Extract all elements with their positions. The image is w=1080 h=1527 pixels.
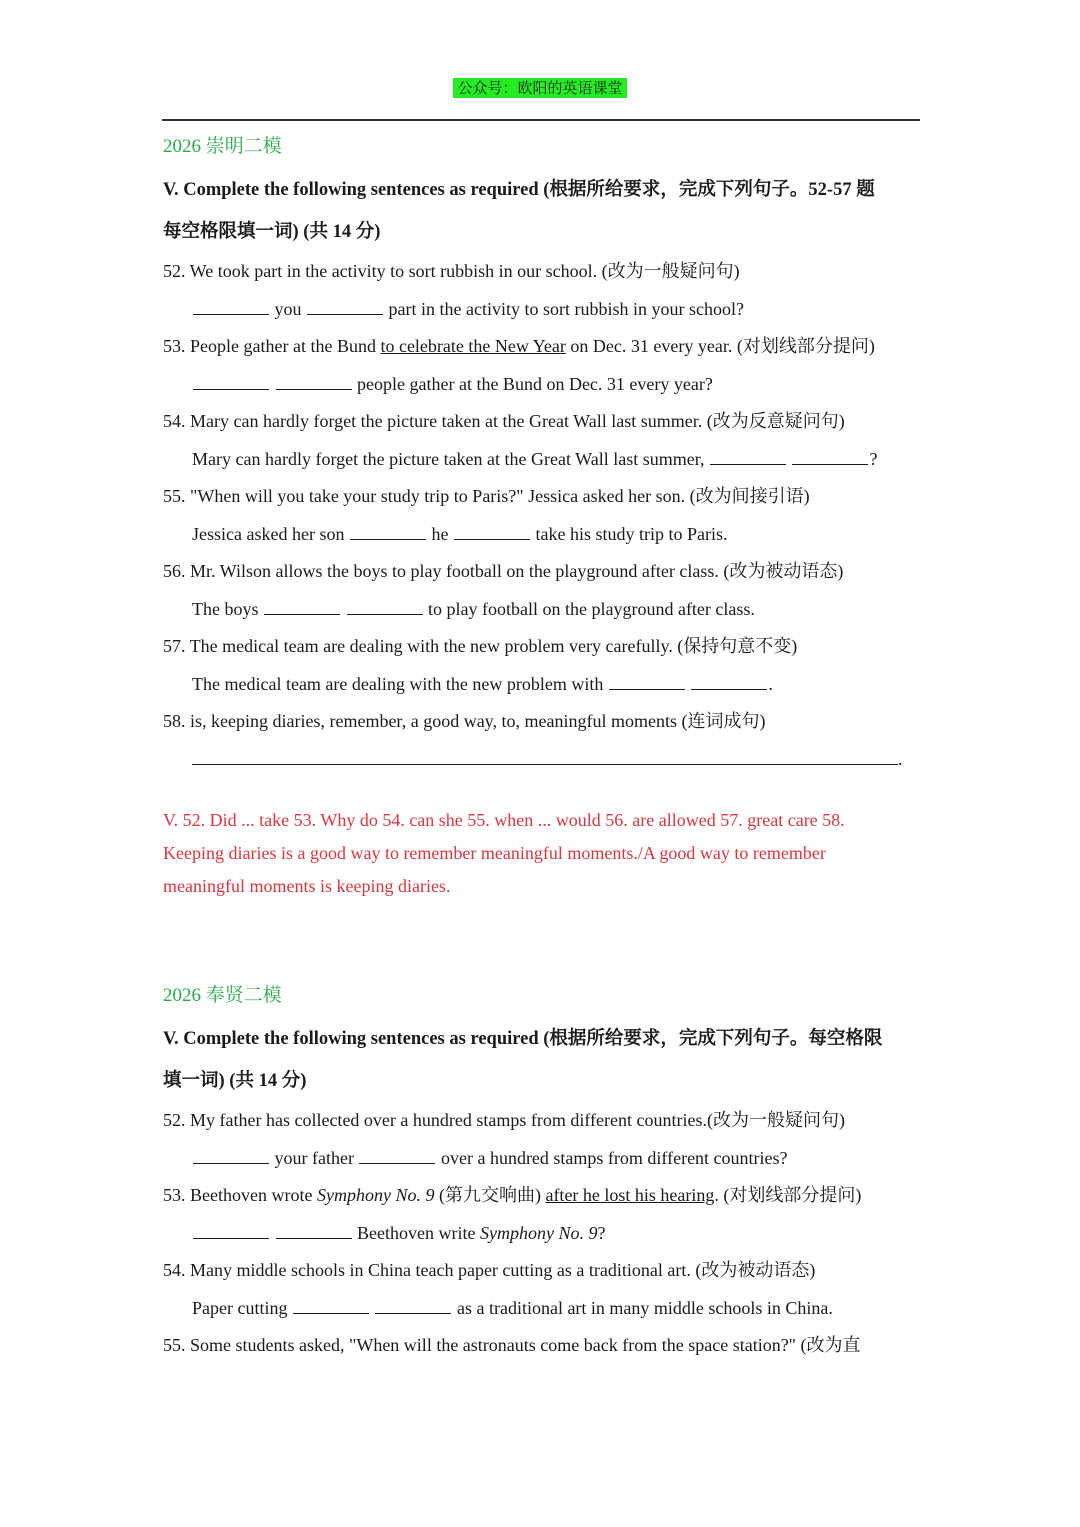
blank [691,675,767,690]
answer-line-55 [163,516,923,554]
text: . [768,673,773,694]
text: Beethoven write [357,1222,480,1243]
instruction-line-2: 每空格限填一词) (共 14 分) [163,222,381,242]
blank [193,1224,269,1239]
question-57: 57. The medical team are dealing with the new problem very carefully. (保持句意不变) [163,636,798,656]
blank [375,1299,451,1314]
answer-line-53 [163,1215,923,1253]
section-fengxian [163,982,923,1365]
blank [792,450,868,465]
text: you [274,298,302,319]
answer-line-57 [163,666,923,704]
blank [307,300,383,315]
text: part in the activity to sort rubbish in your school? [388,298,744,319]
question-54: 54. Mary can hardly forget the picture taken at the Great Wall last summer. (改为反意疑问句) [163,411,845,431]
text: take his study trip to Paris. [535,523,728,544]
blank [454,525,530,540]
text: ? [869,448,878,469]
blank [193,300,269,315]
italic-title: Symphony No. 9 [479,1222,598,1243]
text: as a traditional art in many middle schools in China. [456,1297,833,1318]
text: . (对划线部分提问) [714,1185,862,1205]
header-label: 公众号：欧阳的英语课堂 [453,78,626,98]
blank [347,600,423,615]
text: 53. Beethoven wrote [163,1185,317,1205]
text: Mary can hardly forget the picture taken at the Great Wall last summer, [192,448,705,469]
question-53 [163,328,923,366]
text: Jessica asked her son [192,523,345,544]
instruction-line-1: V. Complete the following sentences as required (根据所给要求，完成下列句子。每空格限 [163,1029,883,1049]
text: he [431,523,449,544]
text: ? [597,1222,606,1243]
long-blank [192,750,898,765]
text: people gather at the Bund on Dec. 31 every year? [357,373,713,394]
question-52: 52. We took part in the activity to sort rubbish in our school. (改为一般疑问句) [163,261,740,281]
blank [193,375,269,390]
underlined-phrase: after he lost his hearing [545,1185,715,1205]
blank [276,1224,352,1239]
text: to play football on the playground after class. [428,598,755,619]
text: (第九交响曲) [434,1185,546,1205]
blank [276,375,352,390]
answer-line-52 [163,291,923,329]
text: Paper cutting [192,1297,288,1318]
section-title: 2026 崇明二模 [163,136,282,157]
blank [193,1149,269,1164]
text: 53. People gather at the Bund [163,336,381,356]
text: The boys [192,598,259,619]
page-header [0,77,1080,98]
answer-line-54 [163,441,923,479]
question-55: 55. "When will you take your study trip to Paris?" Jessica asked her son. (改为间接引语) [163,486,810,506]
answer-line-54 [163,1290,923,1328]
italic-title: Symphony No. 9 [316,1185,435,1205]
answer-line-53 [163,366,923,404]
question-58: 58. is, keeping diaries, remember, a good way, to, meaningful moments (连词成句) [163,711,766,731]
blank [293,1299,369,1314]
section-chongming [163,133,923,903]
text: The medical team are dealing with the new problem with [192,673,604,694]
question-54: 54. Many middle schools in China teach paper cutting as a traditional art. (改为被动语态) [163,1260,816,1280]
underlined-phrase: to celebrate the New Year [380,336,566,356]
answer-line-52 [163,1140,923,1178]
text: . [898,748,903,769]
question-52: 52. My father has collected over a hundred stamps from different countries.(改为一般疑问句) [163,1110,845,1130]
instruction-line-1: V. Complete the following sentences as required (根据所给要求，完成下列句子。52-57 题 [163,180,875,200]
answer-line-58 [163,741,923,779]
answer-key: V. 52. Did ... take 53. Why do 54. can she 55. when ... would 56. are allowed 57. great care 58. Keeping diaries is a good way to remember meaningful moments./A good way to remember meaningful moments is keeping diaries. [163,810,845,896]
text: over a hundred stamps from different countries? [440,1147,788,1168]
question-56: 56. Mr. Wilson allows the boys to play football on the playground after class. (改为被动语态) [163,561,844,581]
blank [359,1149,435,1164]
section-title: 2026 奉贤二模 [163,985,282,1006]
header-rule [162,119,920,121]
blank [609,675,685,690]
question-53 [163,1177,923,1215]
text: your father [274,1147,354,1168]
instruction-line-2: 填一词) (共 14 分) [163,1071,307,1091]
blank [350,525,426,540]
text: on Dec. 31 every year. (对划线部分提问) [565,336,875,356]
answer-line-56 [163,591,923,629]
blank [264,600,340,615]
blank [710,450,786,465]
question-55: 55. Some students asked, "When will the astronauts come back from the space station?" (改为直 [163,1335,861,1355]
